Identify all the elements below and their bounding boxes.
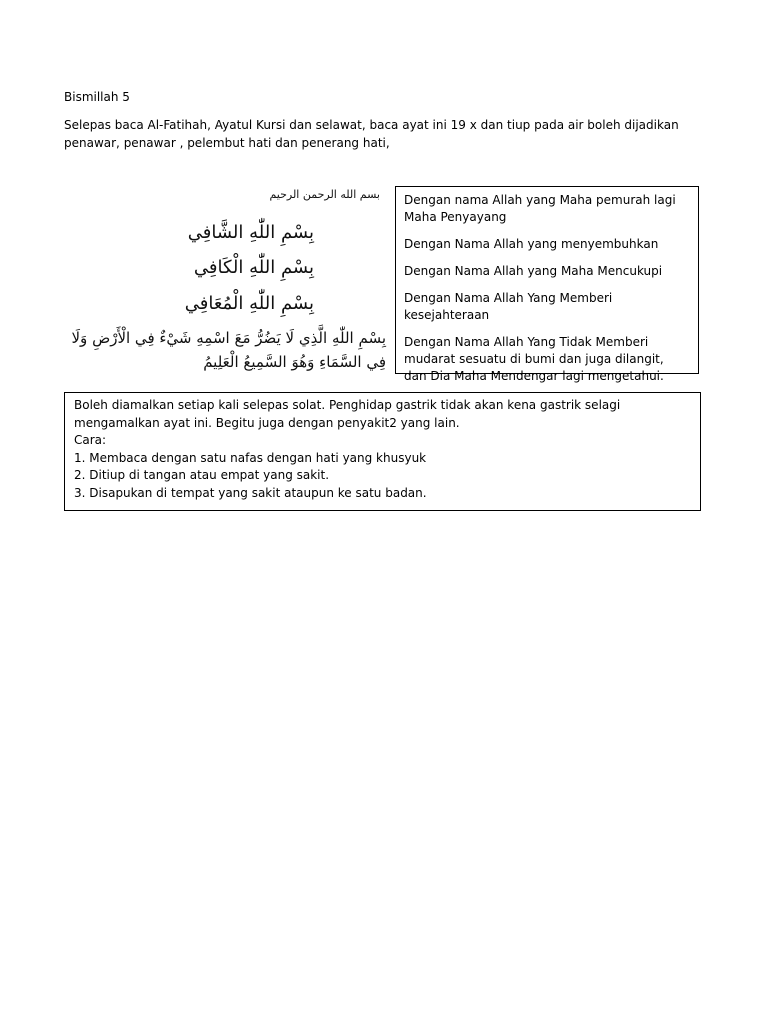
arabic-line-2: بِسْمِ اللّٰهِ الْكَافِي [193, 257, 314, 278]
basmalah-line: بسم الله الرحمن الرحيم [269, 188, 380, 201]
translation-entry: Dengan Nama Allah yang Maha Mencukupi [404, 264, 663, 278]
method-step: 3. Disapukan di tempat yang sakit ataupun ke satu badan. [74, 485, 427, 500]
page-title: Bismillah 5 [64, 90, 130, 104]
method-step: 1. Membaca dengan satu nafas dengan hati yang khusyuk [74, 450, 427, 465]
method-label: Cara: [74, 433, 107, 447]
usage-note: Boleh diamalkan setiap kali selepas solat. Penghidap gastrik tidak akan kena gastrik selagi mengamalkan ayat ini. Begitu juga dengan penyakit2 yang lain. [74, 398, 621, 430]
arabic-line-5: فِي السَّمَاءِ وَهُوَ السَّمِيعُ الْعَلِيمُ [203, 353, 386, 371]
translation-entry: Dengan Nama Allah Yang Memberi kesejahteraan [404, 291, 613, 322]
arabic-verses-image [60, 186, 390, 370]
arabic-line-3: بِسْمِ اللّٰهِ الْمُعَافِي [184, 293, 314, 314]
translation-entry: Dengan Nama Allah Yang Tidak Memberi mudarat sesuatu di bumi dan juga dilangit, dan Dia Maha Mendengar lagi mengetahui. [404, 335, 664, 383]
instructions-box [64, 392, 701, 511]
arabic-line-4: بِسْمِ اللّٰهِ الَّذِي لَا يَضُرُّ مَعَ اسْمِهِ شَيْءٌ فِي الْأَرْضِ وَلَا [71, 329, 386, 347]
translation-entry: Dengan Nama Allah yang menyembuhkan [404, 237, 659, 251]
method-step: 2. Ditiup di tangan atau empat yang sakit. [74, 468, 330, 482]
intro-paragraph: Selepas baca Al-Fatihah, Ayatul Kursi dan selawat, baca ayat ini 19 x dan tiup pada air boleh dijadikan penawar, penawar , pelembut hati dan penerang hati, [64, 118, 679, 150]
translation-box [395, 186, 699, 383]
arabic-line-1: بِسْمِ اللّٰهِ الشَّافِي [187, 222, 314, 243]
translation-entry: Dengan nama Allah yang Maha pemurah lagi Maha Penyayang [404, 193, 676, 224]
